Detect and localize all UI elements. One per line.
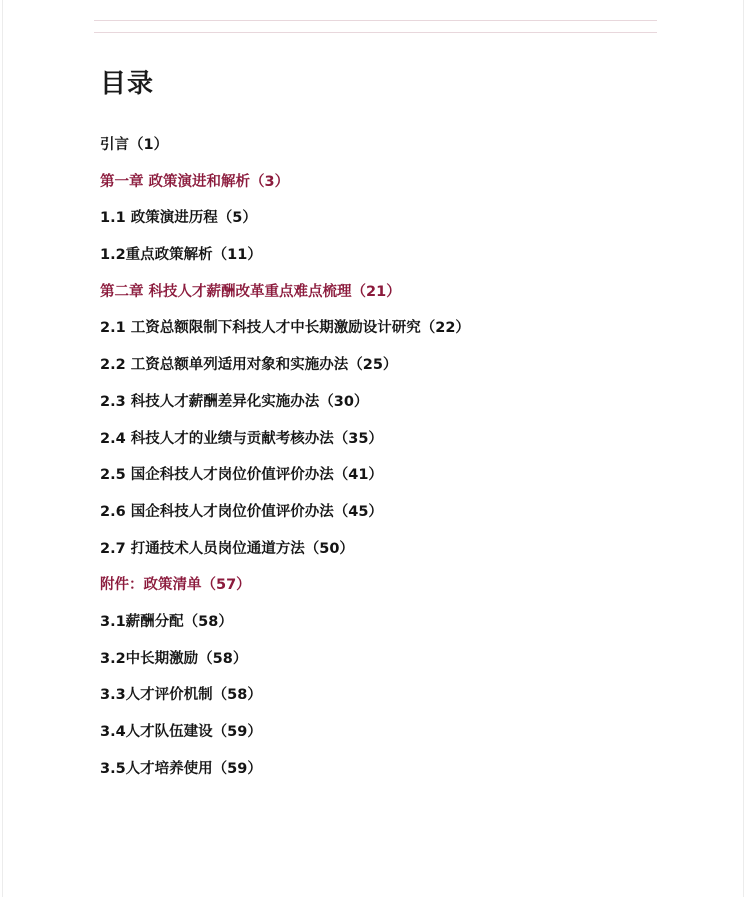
toc-section-entry[interactable]: 引言（1）	[100, 137, 169, 153]
toc-section-entry[interactable]: 3.3人才评价机制（58）	[100, 687, 262, 704]
header-rule-bottom	[94, 32, 657, 33]
toc-list	[100, 134, 660, 794]
toc-section-entry[interactable]: 2.6 国企科技人才岗位价值评价办法（45）	[100, 503, 383, 520]
toc-section-entry[interactable]: 2.3 科技人才薪酬差异化实施办法（30）	[100, 393, 369, 410]
toc-section-entry[interactable]: 1.2重点政策解析（11）	[100, 247, 262, 264]
toc-section-entry[interactable]: 2.7 打通技术人员岗位通道方法（50）	[100, 540, 354, 557]
toc-chapter-entry[interactable]: 第二章 科技人才薪酬改革重点难点梳理（21）	[100, 283, 401, 300]
toc-chapter-entry[interactable]: 第一章 政策演进和解析（3）	[100, 173, 290, 190]
toc-section-entry[interactable]: 1.1 政策演进历程（5）	[100, 210, 257, 227]
header-rule-top	[94, 20, 657, 21]
toc-section-entry[interactable]: 3.4人才队伍建设（59）	[100, 724, 262, 740]
toc-section-entry[interactable]: 3.2中长期激励（58）	[100, 650, 248, 667]
toc-chapter-entry[interactable]: 附件：政策清单（57）	[100, 577, 251, 594]
toc-section-entry[interactable]: 3.1薪酬分配（58）	[100, 613, 233, 630]
toc-section-entry[interactable]: 2.2 工资总额单列适用对象和实施办法（25）	[100, 357, 398, 374]
toc-title: 目录	[100, 69, 155, 99]
toc-section-entry[interactable]: 3.5人才培养使用（59）	[100, 760, 262, 777]
toc-section-entry[interactable]: 2.1 工资总额限制下科技人才中长期激励设计研究（22）	[100, 320, 470, 337]
document-page	[2, 0, 744, 897]
toc-section-entry[interactable]: 2.5 国企科技人才岗位价值评价办法（41）	[100, 467, 383, 484]
toc-section-entry[interactable]: 2.4 科技人才的业绩与贡献考核办法（35）	[100, 430, 383, 447]
